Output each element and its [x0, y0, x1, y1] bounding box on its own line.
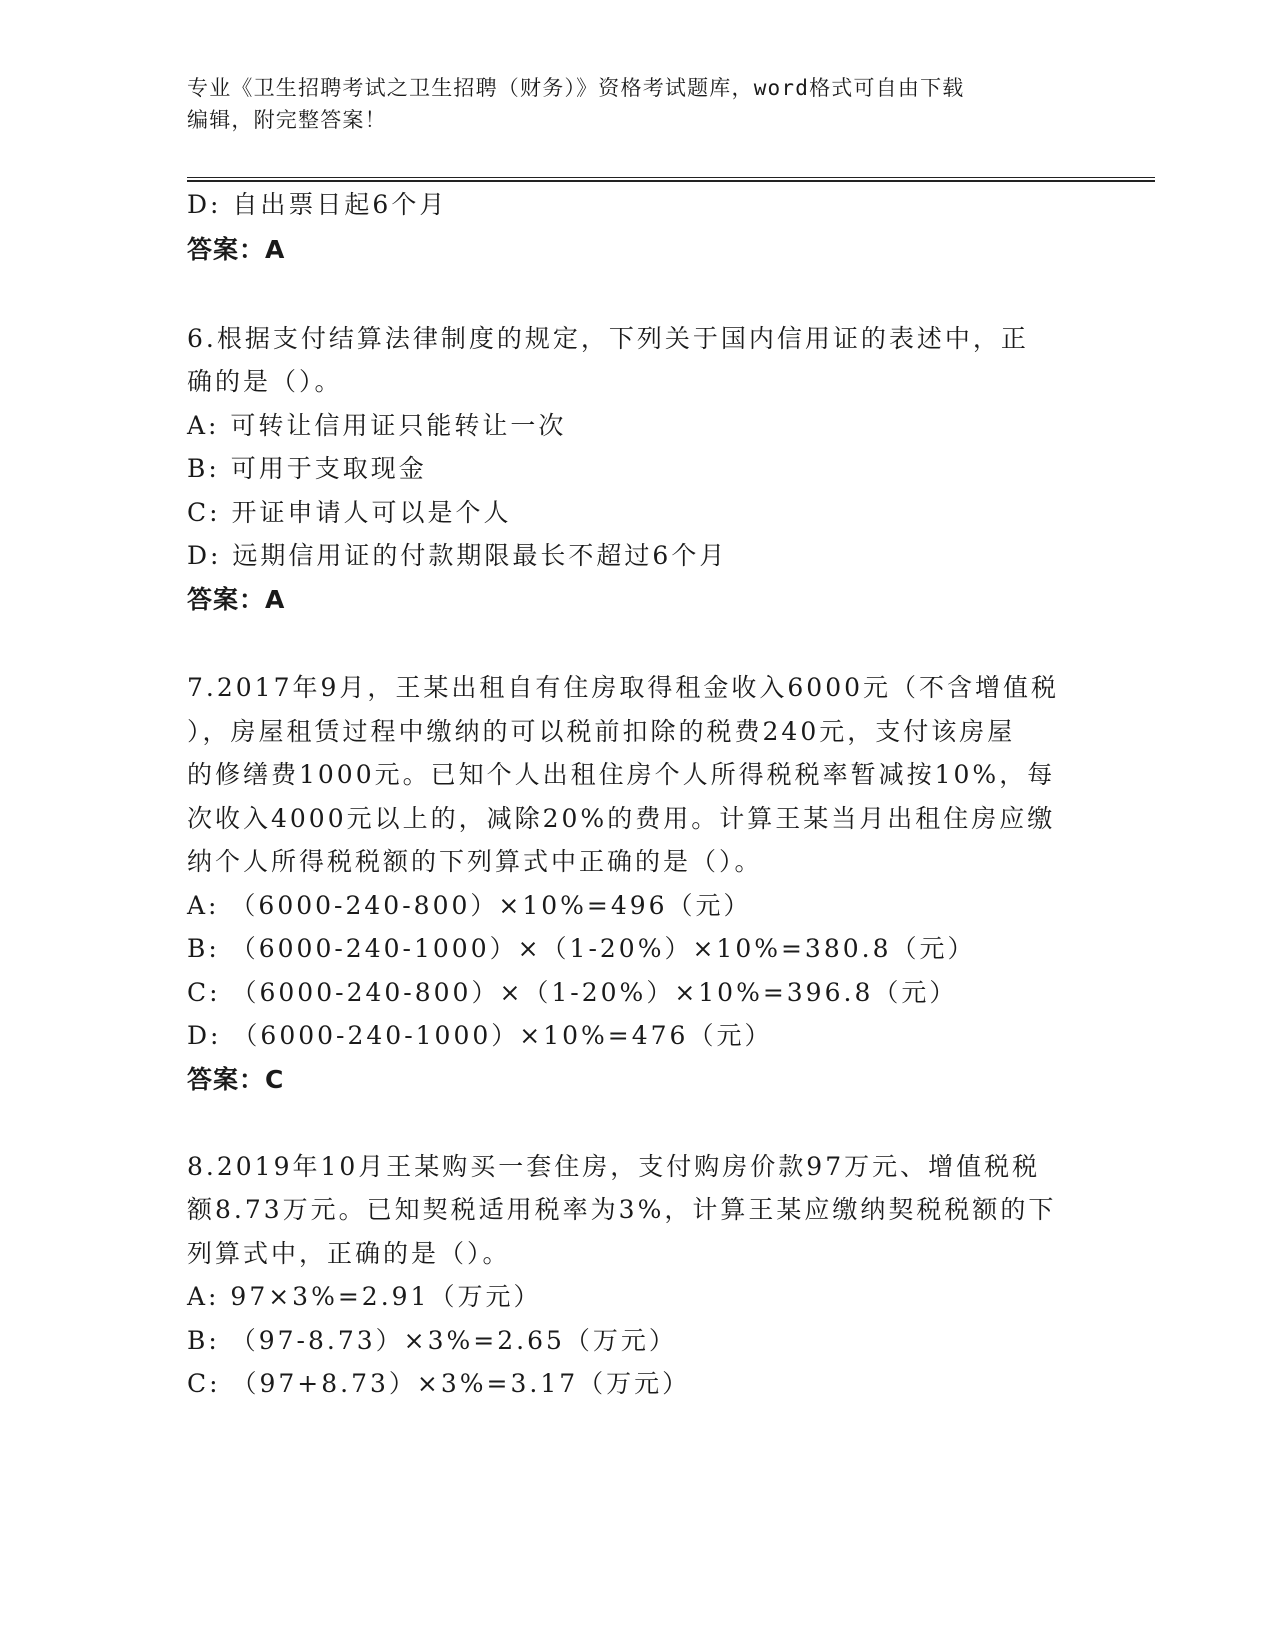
q8-stem-line-1: 8.2019年10月王某购买一套住房，支付购房价款97万元、增值税税	[187, 1152, 1041, 1181]
q7-stem-line-4: 次收入4000元以上的，减除20%的费用。计算王某当月出租住房应缴	[187, 804, 1056, 833]
q8-option-c: C: （97+8.73）×3%=3.17（万元）	[187, 1369, 691, 1398]
q6-option-d: D: 远期信用证的付款期限最长不超过6个月	[187, 541, 728, 570]
header-line-2: 编辑，附完整答案！	[187, 108, 387, 132]
q7-option-b: B: （6000-240-1000）×（1-20%）×10%=380.8（元）	[187, 934, 976, 963]
q8-option-b: B: （97-8.73）×3%=2.65（万元）	[187, 1326, 677, 1355]
q8-stem-line-3: 列算式中，正确的是（）。	[187, 1239, 511, 1268]
q7-option-a: A: （6000-240-800）×10%=496（元）	[187, 891, 752, 920]
q5-answer: 答案：A	[187, 235, 286, 264]
header-divider	[187, 177, 1155, 182]
q7-option-d: D: （6000-240-1000）×10%=476（元）	[187, 1021, 773, 1050]
q6-stem-line-2: 确的是（）。	[187, 367, 343, 396]
q6-answer: 答案：A	[187, 585, 286, 614]
q5-option-d: D: 自出票日起6个月	[187, 190, 448, 219]
q8-option-a: A: 97×3%=2.91（万元）	[187, 1282, 542, 1311]
q7-stem-line-3: 的修缮费1000元。已知个人出租住房个人所得税税率暂减按10%，每	[187, 760, 1056, 789]
header-line-1: 专业《卫生招聘考试之卫生招聘（财务）》资格考试题库，word格式可自由下载	[187, 76, 965, 100]
q6-stem-line-1: 6.根据支付结算法律制度的规定，下列关于国内信用证的表述中，正	[187, 324, 1029, 353]
q7-stem-line-1: 7.2017年9月，王某出租自有住房取得租金收入6000元（不含增值税	[187, 673, 1060, 702]
q6-option-c: C: 开证申请人可以是个人	[187, 498, 512, 527]
q6-option-b: B: 可用于支取现金	[187, 454, 427, 483]
q7-stem-line-5: 纳个人所得税税额的下列算式中正确的是（）。	[187, 847, 763, 876]
q7-option-c: C: （6000-240-800）×（1-20%）×10%=396.8（元）	[187, 978, 958, 1007]
q7-answer: 答案：C	[187, 1065, 285, 1094]
page-header	[187, 72, 1087, 136]
q6-option-a: A: 可转让信用证只能转让一次	[187, 411, 567, 440]
q8-stem-line-2: 额8.73万元。已知契税适用税率为3%，计算王某应缴纳契税税额的下	[187, 1195, 1057, 1224]
q7-stem-line-2: ），房屋租赁过程中缴纳的可以税前扣除的税费240元，支付该房屋	[187, 717, 1016, 746]
